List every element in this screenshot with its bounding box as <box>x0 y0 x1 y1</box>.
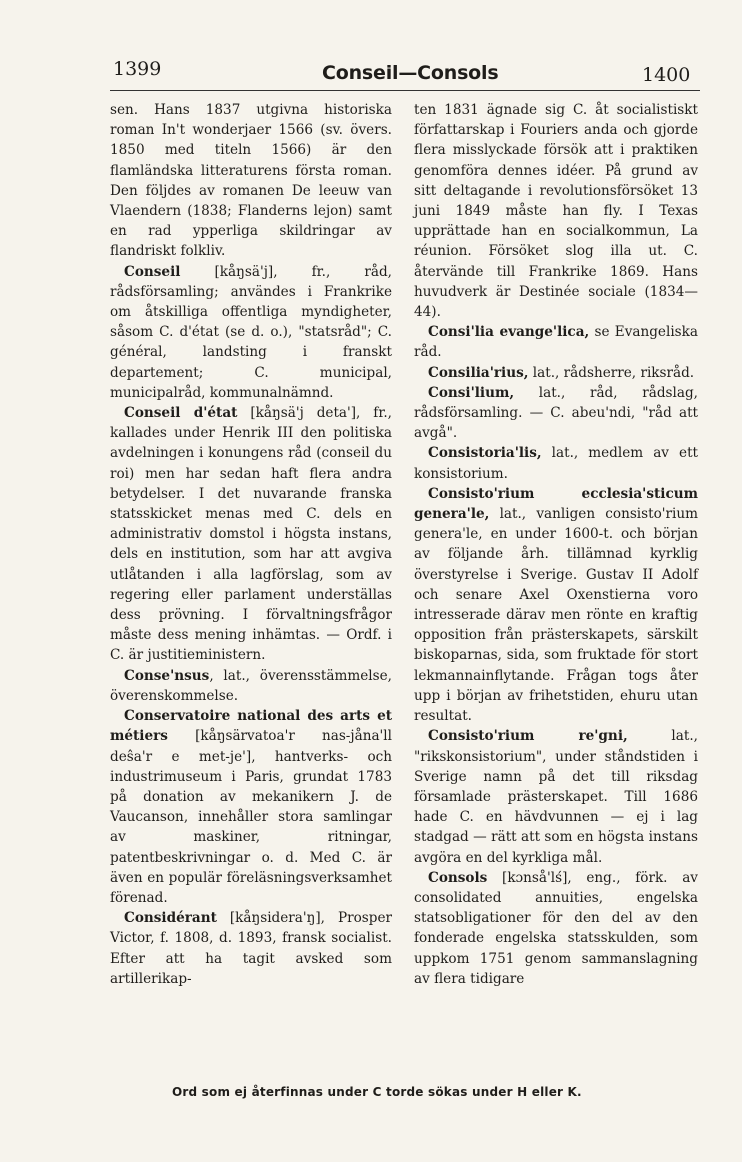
entry-headword: Conseil d'état <box>124 405 238 422</box>
entry-headword: Consi'lia evange'lica, <box>428 324 590 341</box>
entry-headword: Considérant <box>124 910 217 927</box>
page-number-left: 1399 <box>113 58 162 80</box>
entry-paragraph: sen. Hans 1837 utgivna historiska roman In't wonderjaer 1566 (sv. övers. 1850 med titeln 1566) är den flamländska litteraturens första roman. Den följdes av romanen De leeuw van Vlaendern (1838; Flanderns lejon) samt en rad ypperliga skildringar av flandriskt folkliv. <box>110 102 392 260</box>
entry-headword: Conservatoire national des arts et métiers <box>110 708 392 745</box>
entry-paragraph: Consistoria'lis, lat., medlem av ett konsistorium. <box>414 445 698 482</box>
entry-paragraph: Conseil d'état [kåŋsä'j deta'], fr., kallades under Henrik III den politiska avdelningen i konungens råd (conseil du roi) men har sedan haft flera andra betydelser. I det nuvarande franska statsskicket menas med C. dels en administrativ domstol i högsta instans, dels en institution, som har att avgiva utlåtanden i alla lagförslag, som av regering eller parlament underställas dess prövning. I förvaltningsfrågor måste dess mening inhämtas. — Ordf. i C. är justitieministern. <box>110 405 392 664</box>
entry-headword: Consisto'rium ecclesia'sticum genera'le, <box>414 485 698 523</box>
right-column <box>414 100 698 989</box>
entry-headword: Consilia'rius, <box>428 364 529 381</box>
entry-headword: Conse'nsus <box>124 667 210 684</box>
entry-paragraph: Consi'lium, lat., råd, rådslag, rådsförsamling. — C. abeu'ndi, "råd att avgå". <box>414 384 698 442</box>
page-number-right: 1400 <box>642 64 691 86</box>
page-header <box>0 0 742 95</box>
entry-paragraph: Conseil [kåŋsä'j], fr., råd, rådsförsamling; användes i Frankrike om åtskilliga offentliga myndigheter, såsom C. d'état (se d. o.), "statsråd"; C. général, landsting i franskt departement; C. municipal, municipalråd, kommunalnämnd. <box>110 263 392 401</box>
entry-paragraph: Conse'nsus, lat., överensstämmelse, överenskommelse. <box>110 667 392 704</box>
entry-paragraph: Consilia'rius, lat., rådsherre, riksråd. <box>428 364 695 381</box>
entry-headword: Consistoria'lis, <box>428 445 542 462</box>
entry-paragraph: Conservatoire national des arts et métiers [kåŋsärvatoa'r nas-jåna'll deŝa'r e met-je'], hantverks- och industrimuseum i Paris, grundat 1783 på donation av mekanikern J. de Vaucanson, innehåller stora samlingar av maskiner, ritningar, patentbeskrivningar o. d. Med C. är även en populär föreläsningsverksamhet förenad. <box>110 708 392 906</box>
entry-paragraph: Consols [kɔnså'lś], eng., förk. av consolidated annuities, engelska statsobligationer för den del av den fonderade engelska statsskulden, som uppkom 1751 genom sammanslagning av flera tidigare <box>414 869 698 987</box>
header-rule <box>110 90 700 91</box>
page-footer-note: Ord som ej återfinnas under C torde sökas under H eller K. <box>172 1085 582 1099</box>
entry-paragraph: ten 1831 ägnade sig C. åt socialistiskt författarskap i Fouriers anda och gjorde flera misslyckade försök att i praktiken genomföra dennes idéer. På grund av sitt deltagande i revolutionsförsöket 13 juni 1849 måste han fly. I Texas upprättade han en socialkommun, La réunion. Försöket slog illa ut. C. återvände till Frankrike 1869. Hans huvudverk är Destinée sociale (1834—44). <box>414 102 698 321</box>
entry-headword: Consi'lium, <box>428 384 515 401</box>
entry-headword: Consols <box>428 869 488 886</box>
entry-headword: Conseil <box>124 263 181 280</box>
entry-paragraph: Consisto'rium ecclesia'sticum genera'le, lat., vanligen consisto'rium genera'le, en under 1600-t. och början av följande årh. tillämnad kyrklig överstyrelse i Sverige. Gustav II Adolf och senare Axel Oxenstierna voro intresserade därav men rönte en kraftig opposition från prästerskapets, särskilt biskoparnas, sida, som fruktade för stort lekmannainflytande. Frågan togs åter upp i början av frihetstiden, ehuru utan resultat. <box>414 485 698 725</box>
entry-paragraph: Considérant [kåŋsidera'ŋ], Prosper Victor, f. 1808, d. 1893, fransk socialist. Efter att ha tagit avsked som artillerikap- <box>110 910 392 987</box>
entry-paragraph: Consi'lia evange'lica, se Evangeliska råd. <box>414 324 698 361</box>
running-head: Conseil—Consols <box>322 62 499 84</box>
entry-paragraph: Consisto'rium re'gni, lat., "rikskonsistorium", under ståndstiden i Sverige namn på det till riksdag församlade prästerskapet. Till 1686 hade C. en hävdvunnen — ej i lag stadgad — rätt att som en högsta instans avgöra en del kyrkliga mål. <box>414 728 698 866</box>
entry-headword: Consisto'rium re'gni, <box>428 728 628 745</box>
left-column <box>110 100 392 989</box>
